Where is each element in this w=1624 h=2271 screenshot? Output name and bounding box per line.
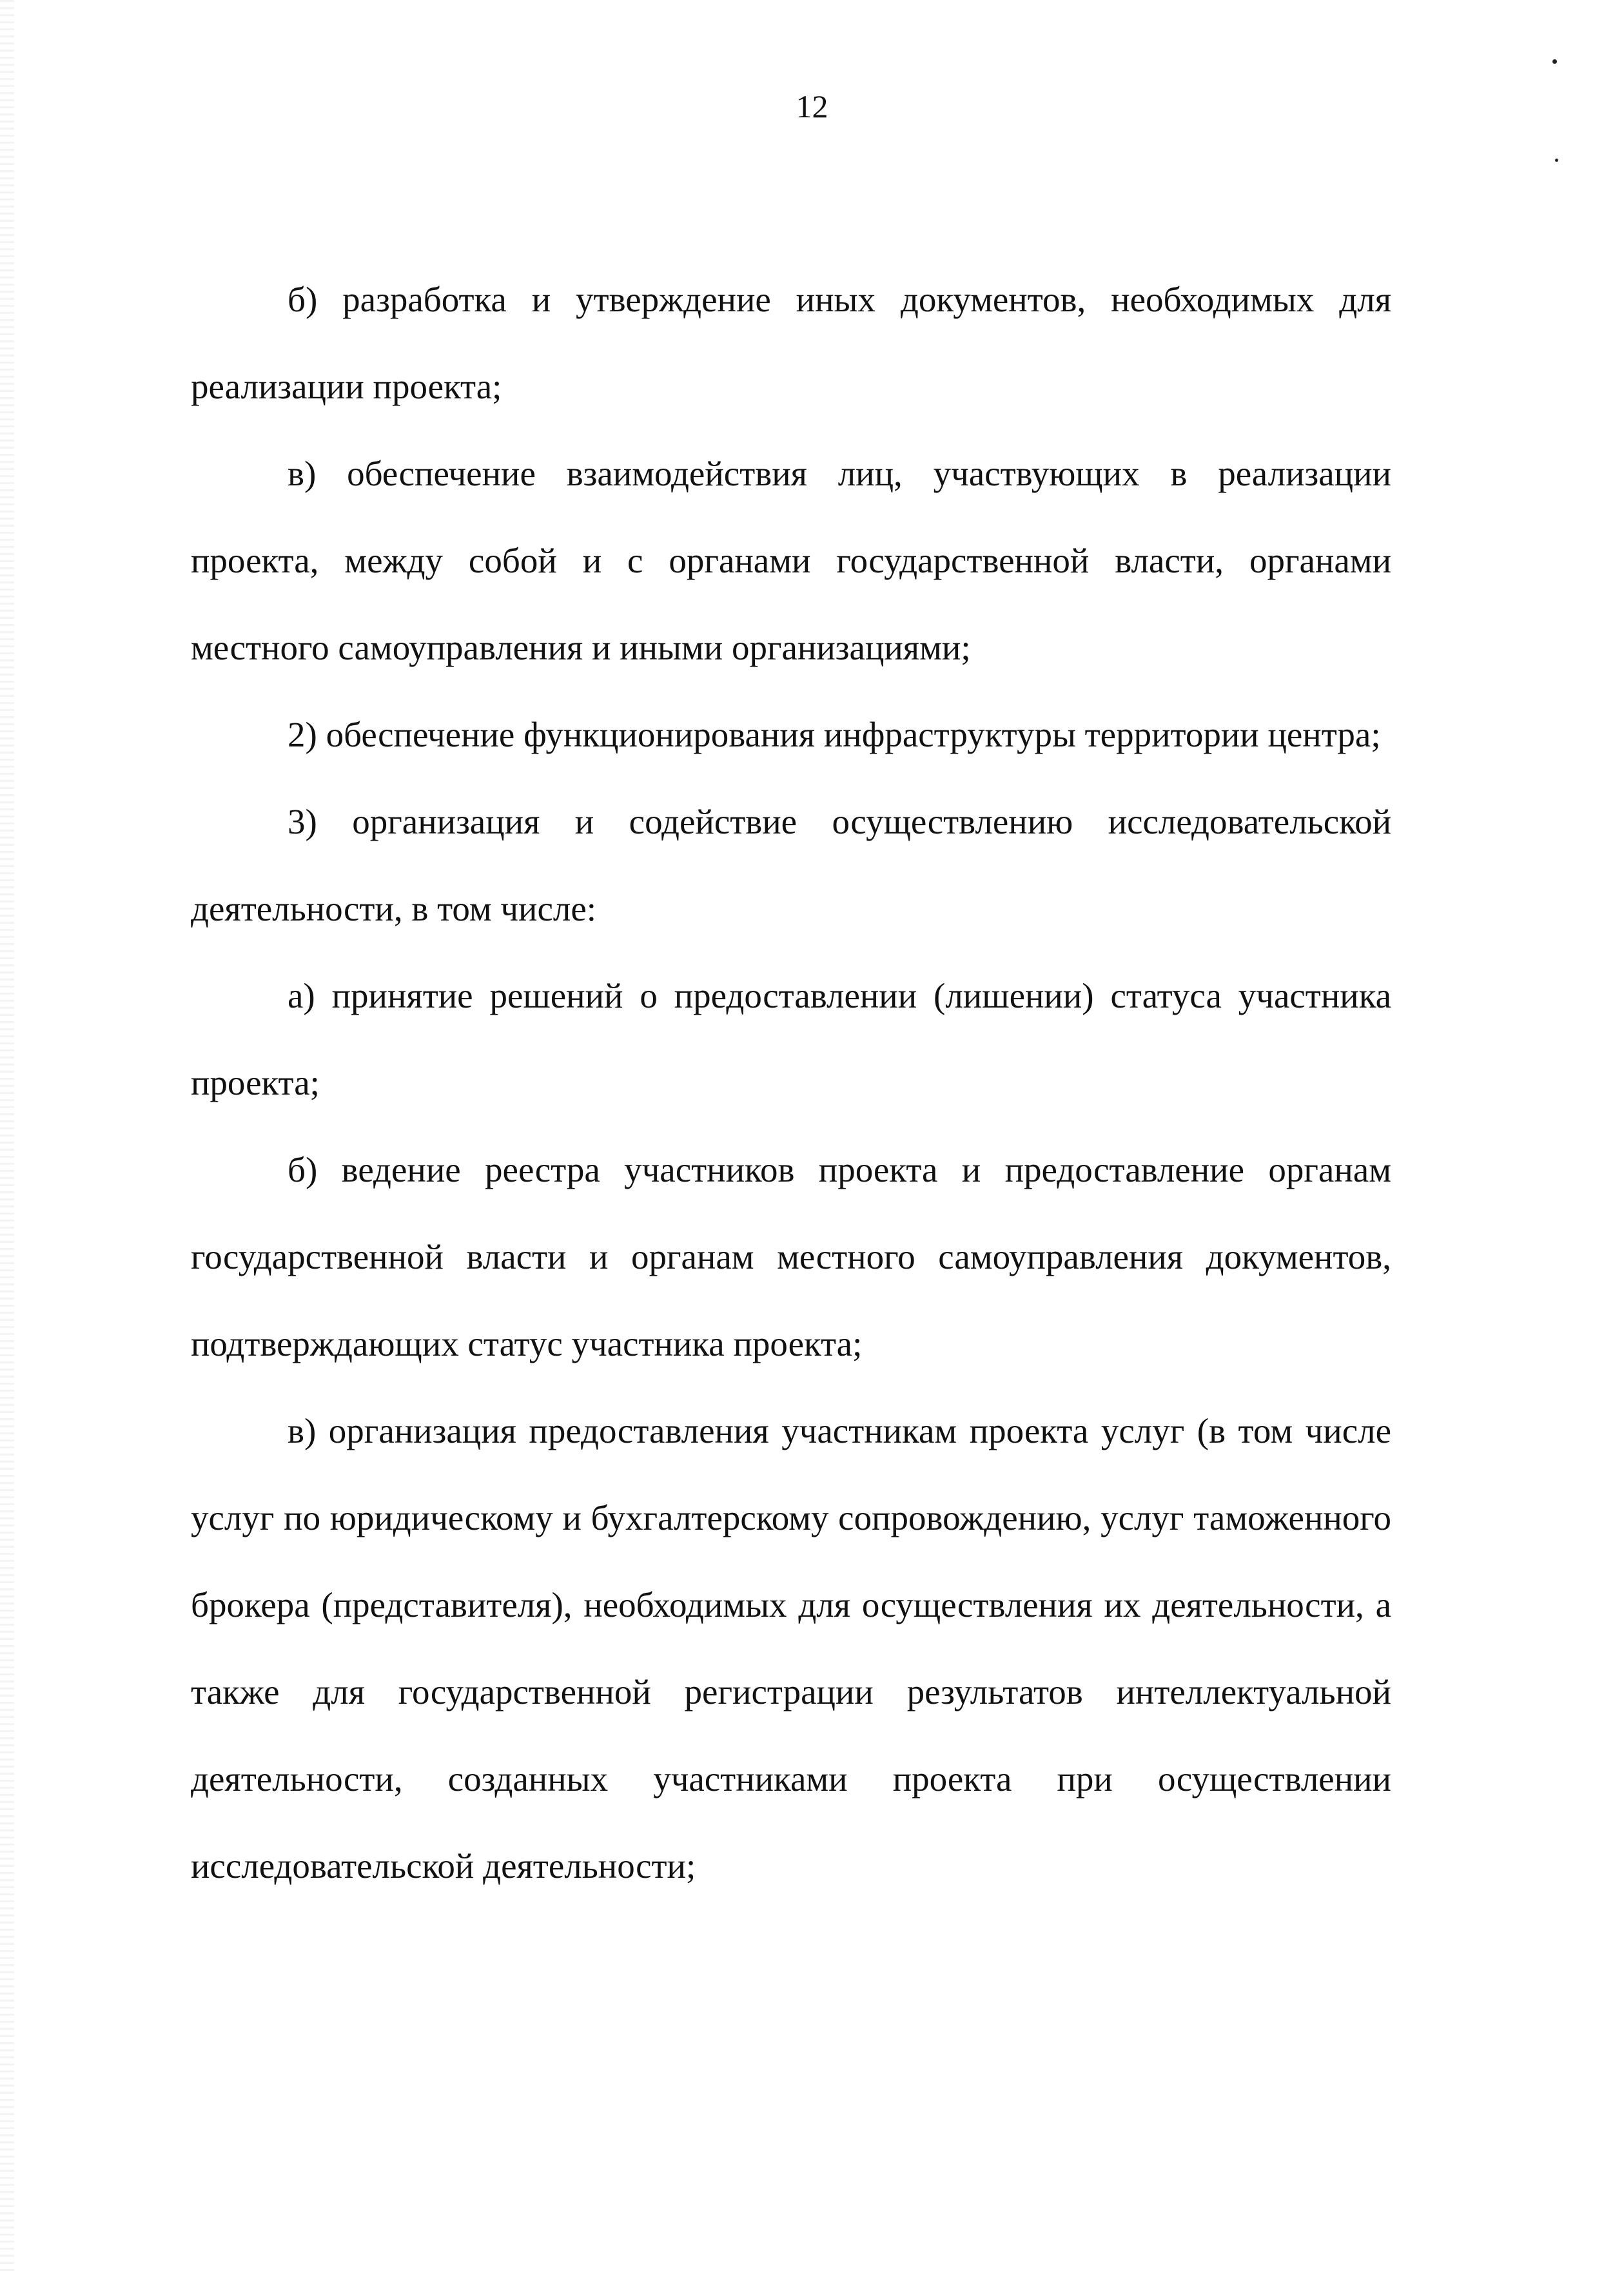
paragraph-2-infrastructure: 2) обеспечение функционирования инфраструктуры территории центра;: [288, 715, 1381, 754]
scan-edge-artifact: [0, 0, 14, 2271]
page-number: 12: [796, 88, 828, 124]
paragraph-3-research: 3) организация и содействие осуществлению исследовательской деятельности, в том числе:: [191, 802, 1391, 928]
paragraph-b-documents: б) разработка и утверждение иных документов, необходимых для реализации проекта;: [191, 280, 1391, 406]
scan-speck: [1555, 159, 1558, 162]
paragraph-a-status: а) принятие решений о предоставлении (лишении) статуса участника проекта;: [191, 976, 1391, 1102]
paragraph-b-registry: б) ведение реестра участников проекта и предоставление органам государственной власти и органам местного самоуправления документов, подтверждающих статус участника проекта;: [191, 1150, 1391, 1363]
paragraph-v-interaction: в) обеспечение взаимодействия лиц, участвующих в реализации проекта, между собой и с органами государственной власти, органами местного самоуправления и иными организациями;: [191, 454, 1391, 667]
scan-speck: [1552, 59, 1557, 64]
document-body: [191, 256, 1391, 1909]
paragraph-v-services: в) организация предоставления участникам проекта услуг (в том числе услуг по юридическому и бухгалтерскому сопровождению, услуг таможенного брокера (представителя), необходимых для осуществления их деятельности, а также для государственной регистрации результатов интеллектуальной деятельности, созданных участниками проекта при осуществлении исследовательской деятельности;: [191, 1411, 1391, 1886]
